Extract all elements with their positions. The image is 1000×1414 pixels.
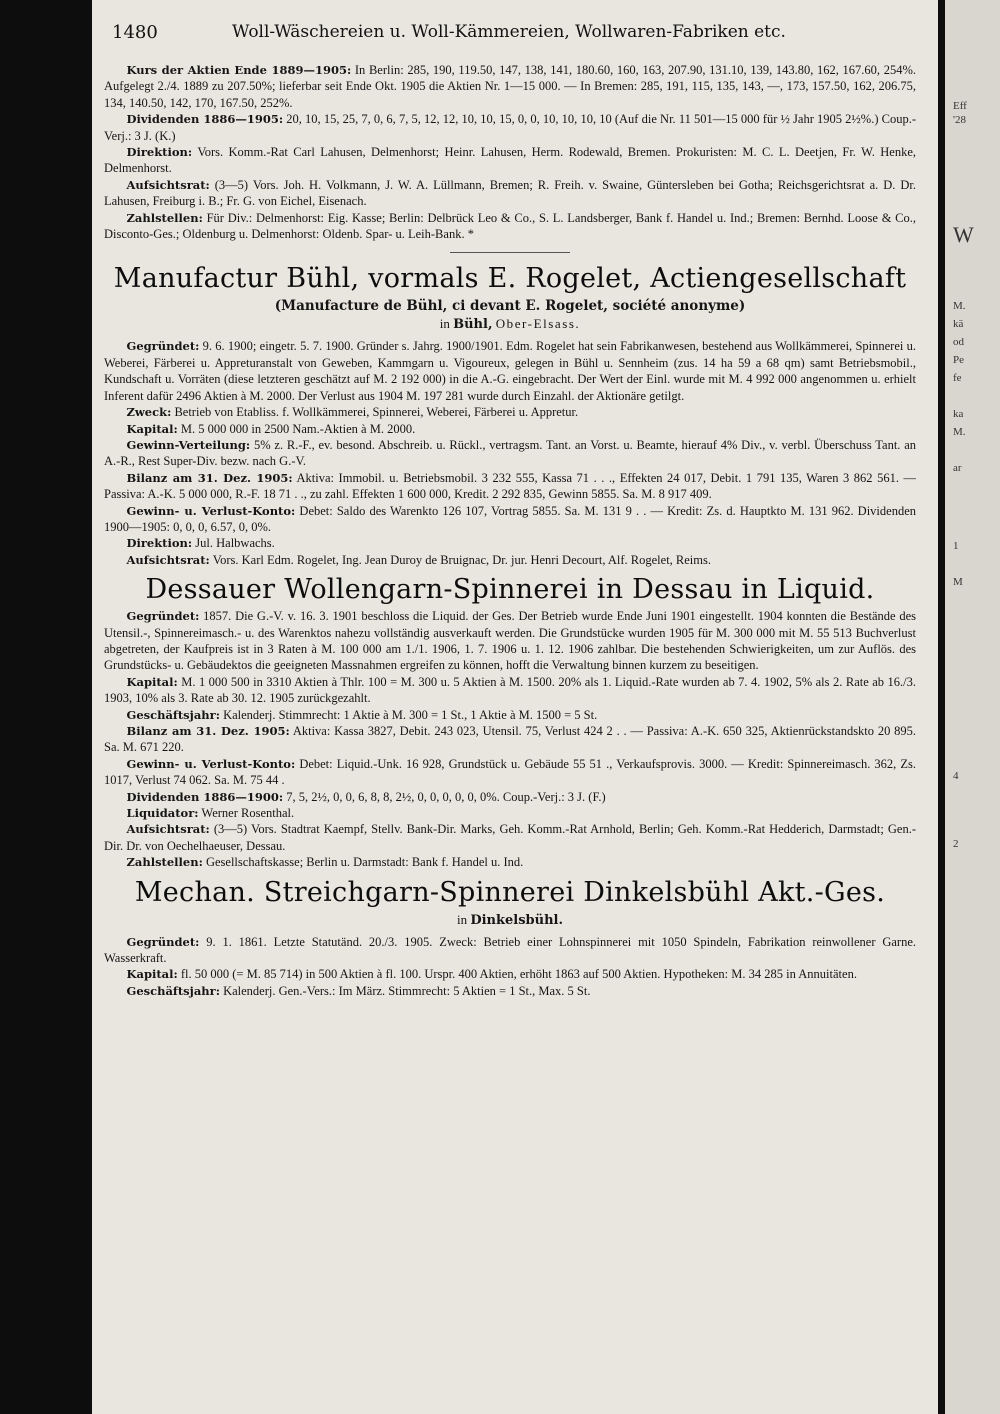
entry-paragraph — [104, 421, 916, 437]
entry-paragraph — [104, 756, 916, 789]
edge-fragment: ar — [953, 462, 962, 474]
section-divider — [450, 252, 570, 253]
field-text: Betrieb von Etabliss. f. Wollkämmerei, Spinnerei, Weberei, Färberei u. Appretur. — [174, 405, 579, 420]
field-label: Dividenden 1886—1900: — [126, 789, 284, 804]
entry-paragraph — [104, 983, 916, 999]
entry-paragraph — [104, 552, 916, 568]
entry-paragraph — [104, 338, 916, 404]
field-label: Zahlstellen: — [126, 855, 203, 870]
company-location: in Dinkelsbühl. — [456, 911, 564, 928]
field-text: 5% z. R.-F., ev. besond. Abschreib. u. Rückl., vertragsm. Tant. an Vorst. u. Beamte, hierauf 4% Div., v. verbl. Überschuss Tant. an A.-R., Rest Super-Div. bezw. nach G.-V. — [104, 437, 916, 469]
edge-fragment: M. — [953, 300, 966, 312]
field-text: M. 1 000 500 in 3310 Aktien à Thlr. 100 = M. 300 u. 5 Aktien à M. 1500. 20% als 1. Liquid.-Rate wurden ab 7. 4. 1902, 5% als 2. Rate ab 16./3. 1903, 10% als 3. Rate ab 30. 12. 1905 zurückgezahlt. — [104, 674, 916, 706]
edge-fragment: Eff — [953, 100, 967, 112]
field-label: Gewinn- u. Verlust-Konto: — [126, 756, 296, 771]
edge-fragment: M — [953, 576, 963, 588]
edge-fragment: od — [953, 336, 964, 348]
edge-fragment: 2 — [953, 838, 959, 850]
field-label: Geschäftsjahr: — [126, 983, 220, 998]
entry-paragraph — [104, 674, 916, 707]
entry-paragraph — [104, 503, 916, 536]
field-text: (3—5) Vors. Joh. H. Volkmann, J. W. A. Lüllmann, Bremen; R. Freih. v. Swaine, Güntersleben bei Gotha; Reichsgerichtsrat a. D. Dr. Lahusen, Freiburg i. B.; Fr. G. von Eichel, Eisenach. — [104, 177, 916, 209]
field-text: 20, 10, 15, 25, 7, 0, 6, 7, 5, 12, 12, 10, 10, 15, 0, 0, 10, 10, 10, 10 (Auf die Nr. 11 501—15 000 für ½ Jahr 1905 2½%.) Coup.-Verj.: 3 J. (K.) — [104, 112, 917, 143]
field-text: (3—5) Vors. Stadtrat Kaempf, Stellv. Bank-Dir. Marks, Geh. Komm.-Rat Arnhold, Berlin; Geh. Komm.-Rat Hedderich, Darmstadt; Gen.-Dir. Dr. von Oechelhaeuser, Dessau. — [104, 822, 917, 853]
running-title: Woll-Wäschereien u. Woll-Kämmereien, Wollwaren-Fabriken etc. — [232, 22, 786, 42]
field-text: Aktiva: Kassa 3827, Debit. 243 023, Utensil. 75, Verlust 424 2 . . — Passiva: A.-K. 650 325, Aktienrückstandskto 20 895. Sa. M. 671 220. — [104, 724, 916, 755]
adjacent-page-edge — [945, 0, 1000, 1414]
entry-paragraph — [104, 821, 916, 854]
field-label: Liquidator: — [126, 806, 199, 821]
company-subtitle: (Manufacture de Bühl, ci devant E. Rogelet, société anonyme) — [274, 298, 746, 315]
field-text: Kalenderj. Stimmrecht: 1 Aktie à M. 300 = 1 St., 1 Aktie à M. 1500 = 5 St. — [223, 707, 598, 722]
edge-fragment: fe — [953, 372, 962, 384]
field-text: 7, 5, 2½, 0, 0, 6, 8, 8, 2½, 0, 0, 0, 0, 0, 0%. Coup.-Verj.: 3 J. (F.) — [286, 789, 606, 804]
page-number: 1480 — [112, 22, 158, 43]
field-text: 9. 1. 1861. Letzte Statutänd. 20./3. 1905. Zweck: Betrieb einer Lohnspinnerei mit 1050 Spindeln, Fabrikation reinwollener Garne. Wasserkraft. — [104, 934, 917, 966]
company-location: in Bühl, Ober-Elsass. — [439, 316, 581, 333]
field-text: Für Div.: Delmenhorst: Eig. Kasse; Berlin: Delbrück Leo & Co., S. L. Landsberger, Bank f. Handel u. Ind.; Bremen: Bernhd. Loose & Co., Disconto-Ges.; Oldenburg u. Delmenhorst: Oldenb. Spar- u. Leih-Bank. * — [104, 210, 917, 242]
field-text: 1857. Die G.-V. v. 16. 3. 1901 beschloss die Liquid. der Ges. Der Betrieb wurde Ende Juni 1901 eingestellt. 1904 konnten die Bestände des Utensil.-, Spinnereimasch.- u. des Warenktos nahezu vollständig ausverkauft werden. Die Grundstücke wurden 1905 für M. 300 000 mit M. 55 513 Buchverlust abgetreten, der Kaufpreis ist in 3 Raten à M. 100 000 am 1./1. 1906, 1. 7. 1906 u. 1. 12. 1906 zahlbar. Die bestehenden Schwierigkeiten, um zur Auflös. des Grundstücks- u. Gebäudektos die geeigneten Massnahmen ergreifen zu können, hofft die Verwaltung binnen kurzem zu beseitigen. — [104, 609, 916, 673]
field-label: Aufsichtsrat: — [126, 552, 210, 567]
entry-paragraph — [104, 608, 916, 674]
company-title: Manufactur Bühl, vormals E. Rogelet, Actiengesellschaft — [113, 263, 907, 295]
field-text: M. 5 000 000 in 2500 Nam.-Aktien à M. 2000. — [180, 421, 416, 436]
field-label: Gegründet: — [126, 609, 200, 624]
edge-fragment: W — [953, 222, 974, 247]
entry-paragraph — [104, 437, 916, 470]
field-label: Aufsichtsrat: — [126, 822, 210, 837]
edge-fragment: Pe — [953, 354, 964, 366]
edge-fragment: ka — [953, 408, 964, 420]
field-text: Jul. Halbwachs. — [195, 536, 275, 551]
field-label: Gegründet: — [126, 934, 200, 949]
entry-paragraph — [104, 111, 916, 144]
entry-paragraph — [104, 144, 916, 177]
company-title: Mechan. Streichgarn-Spinnerei Dinkelsbühl Akt.-Ges. — [134, 876, 886, 908]
field-text: 9. 6. 1900; eingetr. 5. 7. 1900. Gründer s. Jahrg. 1900/1901. Edm. Rogelet hat sein Fabrikanwesen, bestehend aus Wollkämmerei, Spinnerei u. Weberei, Färberei u. Appreturanstalt von Geweben, Kammgarn u. Vigoureux, gelegen in Bühl u. Sennheim (zus. 14 ha 59 a 68 qm) samt Betriebsmobil., Kundschaft u. Vorräten (diese letzteren geschätzt auf M. 2 192 000) in die A.-G. eingebracht. Der Wert der Einl. wurde mit M. 4 992 000 angenommen u. erhielt Inferent dafür 2496 Aktien à M. 2000. Der Verlust aus 1904 M. 197 281 wurde durch Einzahl. der Aktionäre getilgt. — [104, 339, 916, 403]
entry-dessauer-wollengarn — [104, 572, 916, 871]
field-label: Dividenden 1886—1905: — [126, 112, 284, 127]
field-label: Geschäftsjahr: — [126, 707, 220, 722]
field-text: Debet: Saldo des Warenkto 126 107, Vortrag 5855. Sa. M. 131 9 . . — Kredit: Zs. d. Hauptkto M. 131 962. Dividenden 1900—1905: 0, 0, 0, 6.57, 0, 0%. — [104, 503, 916, 534]
page-content — [104, 62, 916, 999]
entry-paragraph — [104, 805, 916, 821]
entry-paragraph — [104, 404, 916, 420]
field-text: Debet: Liquid.-Unk. 16 928, Grundstück u. Gebäude 55 51 ., Verkaufsprovis. 3000. — Kredit: Spinnereimasch. 362, Zs. 1017, Verlust 74 062. Sa. M. 75 44 . — [104, 756, 916, 788]
entry-continued — [104, 62, 916, 242]
field-label: Gewinn-Verteilung: — [126, 437, 251, 452]
entry-paragraph — [104, 966, 916, 982]
field-label: Kapital: — [126, 674, 178, 689]
edge-fragment: kä — [953, 318, 964, 330]
edge-fragment: '28 — [953, 114, 966, 126]
field-text: Vors. Komm.-Rat Carl Lahusen, Delmenhorst; Heinr. Lahusen, Herm. Rodewald, Bremen. Prokuristen: M. C. L. Deetjen, Fr. W. Henke, Delmenhorst. — [104, 145, 916, 176]
entry-paragraph — [104, 210, 916, 243]
field-label: Kurs der Aktien Ende 1889—1905: — [126, 63, 352, 77]
company-title: Dessauer Wollengarn-Spinnerei in Dessau in Liquid. — [145, 574, 875, 606]
field-label: Gewinn- u. Verlust-Konto: — [126, 503, 296, 518]
field-label: Direktion: — [126, 145, 193, 160]
field-text: In Berlin: 285, 190, 119.50, 147, 138, 141, 180.60, 160, 163, 207.90, 131.10, 139, 143.80, 162, 167.60, 254%. Aufgelegt 2./4. 1889 zu 207.50%; lieferbar seit Ende Okt. 1905 die Aktien Nr. 1—15 000. — In Bremen: 285, 191, 115, 135, 143, —, 173, 157.50, 162, 206.75, 134, 140.50, 142, 170, 167.50, 252%. — [104, 63, 917, 110]
entry-paragraph — [104, 470, 916, 503]
entry-manufactur-buehl — [104, 261, 916, 568]
book-page — [92, 0, 938, 1414]
field-label: Aufsichtsrat: — [126, 177, 210, 192]
entry-paragraph — [104, 934, 916, 967]
field-label: Kapital: — [126, 967, 178, 982]
edge-fragment: 4 — [953, 770, 959, 782]
field-label: Gegründet: — [126, 339, 200, 354]
entry-dinkelsbuehl — [104, 875, 916, 1000]
field-label: Zweck: — [126, 405, 172, 420]
edge-fragment: 1 — [953, 540, 959, 552]
field-text: Gesellschaftskasse; Berlin u. Darmstadt: Bank f. Handel u. Ind. — [205, 855, 524, 870]
entry-paragraph — [104, 854, 916, 870]
field-text: Vors. Karl Edm. Rogelet, Ing. Jean Duroy de Bruignac, Dr. jur. Henri Decourt, Alf. Rogelet, Reims. — [212, 552, 711, 567]
field-text: fl. 50 000 (= M. 85 714) in 500 Aktien à fl. 100. Urspr. 400 Aktien, erhöht 1863 auf 500 Aktien. Hypotheken: M. 34 285 in Annuitäten. — [180, 967, 857, 982]
field-text: Kalenderj. Gen.-Vers.: Im März. Stimmrecht: 5 Aktien = 1 St., Max. 5 St. — [223, 983, 591, 998]
field-label: Kapital: — [126, 421, 178, 436]
entry-paragraph — [104, 789, 916, 805]
field-label: Zahlstellen: — [126, 210, 203, 225]
edge-fragment: M. — [953, 426, 966, 438]
entry-paragraph — [104, 723, 916, 756]
field-text: Werner Rosenthal. — [201, 806, 295, 821]
field-label: Bilanz am 31. Dez. 1905: — [126, 724, 290, 738]
entry-paragraph — [104, 177, 916, 210]
field-text: Aktiva: Immobil. u. Betriebsmobil. 3 232 555, Kassa 71 . . ., Effekten 24 017, Debit. 1 791 135, Waren 3 862 561. — Passiva: A.-K. 5 000 000, R.-F. 18 71 . ., zu zahl. Effekten 1 600 000, Kredit. 2 292 835, Gewinn 5855. Sa. M. 8 917 409. — [104, 470, 916, 502]
field-label: Bilanz am 31. Dez. 1905: — [126, 470, 293, 485]
field-label: Direktion: — [126, 536, 193, 551]
entry-paragraph — [104, 535, 916, 551]
entry-paragraph — [104, 707, 916, 723]
entry-paragraph — [104, 62, 916, 111]
page-header — [92, 22, 938, 46]
